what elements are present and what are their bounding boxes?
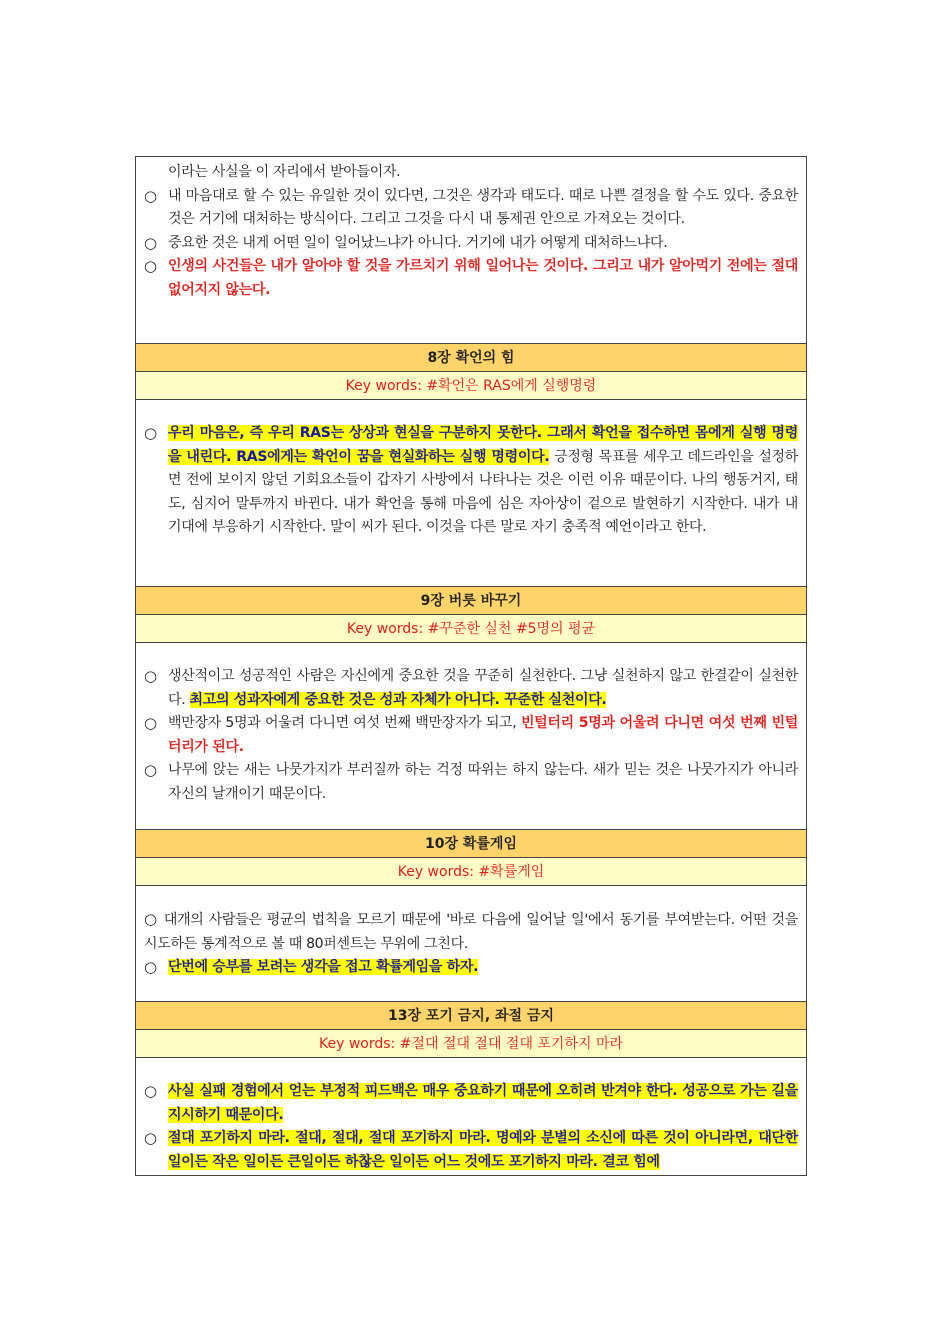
- bullet-paragraph: [144, 956, 798, 980]
- bullet-paragraph: [144, 161, 798, 185]
- chapter-10-body: [136, 908, 806, 980]
- chapter-8-section: [136, 400, 806, 587]
- paragraph-text: 생산적이고 성공적인 사람은 자신에게 중요한 것을 꾸준히 실천한다. 그냥 실천하지 않고 한결같이 실천한다.: [168, 668, 798, 708]
- chapter-10-keywords: Key words: #확률게임: [136, 858, 806, 886]
- paragraph-text: 빈털터리 5명과 어울려 다니면 여섯 번째 빈털터리가 된다.: [168, 715, 798, 755]
- bullet-circle-icon: ○: [144, 910, 158, 928]
- section-continued: [136, 157, 806, 344]
- paragraph-text: 인생의 사건들은 내가 알아야 할 것을 가르치기 위해 일어나는 것이다. 그리고 내가 알아먹기 전에는 절대 없어지지 않는다.: [168, 258, 798, 298]
- chapter-8-body: [136, 422, 806, 540]
- bullet-circle-icon: ○: [144, 186, 157, 205]
- paragraph-text: 대개의 사람들은 평균의 법칙을 모르기 때문에 '바로 다음에 일어날 일'에서 동기를 부여받는다. 어떤 것을 시도하든 통계적으로 볼 때 80퍼센트는 무위에 그친다.: [144, 912, 799, 952]
- bullet-circle-icon: ○: [144, 257, 157, 275]
- bullet-paragraph: [144, 1127, 798, 1174]
- chapter-9-body: [136, 665, 806, 806]
- chapter-13-section: [136, 1058, 806, 1174]
- section-body: [136, 157, 806, 302]
- paragraph-text: 단번에 승부를 보려는 생각을 접고 확률게임을 하자.: [168, 959, 479, 975]
- paragraph-text: 절대 포기하지 마라. 절대, 절대, 절대 포기하지 마라. 명예와 분별의 소신에 따른 것이 아니라면, 대단한 일이든 작은 일이든 큰일이든 하찮은 일이든 어느 것에도 포기하지 마라. 결코 힘에: [168, 1130, 798, 1170]
- bullet-paragraph: [144, 1080, 798, 1127]
- chapter-9-section: [136, 643, 806, 830]
- bullet-paragraph: [144, 908, 798, 956]
- paragraph-text: 긍정형 목표를 세우고 데드라인을 설정하면 전에 보이지 않던 기회요소들이 갑자기 사방에서 나타나는 것은 이런 이유 때문이다. 나의 행동거지, 태도, 심지어 말투까지 바뀐다. 내가 확언을 통해 마음에 심은 자아상이 겉으로 발현하기 시작한다. 내가 내 기대에 부응하기 시작한다. 말이 씨가 된다. 이것을 다른 말로 자기 충족적 예언이라고 한다.: [168, 448, 798, 535]
- chapter-13-keywords: Key words: #절대 절대 절대 절대 포기하지 마라: [136, 1030, 806, 1058]
- bullet-circle-icon: ○: [144, 714, 157, 732]
- chapter-9-title: 9장 버릇 바꾸기: [136, 587, 806, 615]
- bullet-circle-icon: ○: [144, 761, 157, 779]
- summary-table: [135, 156, 807, 1176]
- bullet-circle-icon: ○: [144, 424, 157, 442]
- chapter-13-body: [136, 1080, 806, 1174]
- chapter-10-title: 10장 확률게임: [136, 830, 806, 858]
- paragraph-text: 사실 실패 경험에서 얻는 부정적 피드백은 매우 중요하기 때문에 오히려 반겨야 한다. 성공으로 가는 길을 지시하기 때문이다.: [168, 1083, 798, 1123]
- bullet-circle-icon: ○: [144, 233, 157, 252]
- chapter-8-title: 8장 확언의 힘: [136, 344, 806, 372]
- paragraph-text: 우리 마음은, 즉 우리 RAS는 상상과 현실을 구분하지 못한다. 그래서 확언을 접수하면 몸에게 실행 명령을 내린다. RAS에게는 확언이 꿈을 현실화하는 실행 명령이다.: [168, 425, 798, 465]
- bullet-paragraph: [144, 185, 798, 232]
- bullet-paragraph: [144, 665, 798, 712]
- chapter-13-title: 13장 포기 금지, 좌절 금지: [136, 1002, 806, 1030]
- paragraph-text: 백만장자 5명과 어울려 다니면 여섯 번째 백만장자가 되고,: [168, 715, 521, 731]
- chapter-9-keywords: Key words: #꾸준한 실천 #5명의 평균: [136, 615, 806, 643]
- paragraph-text: 이라는 사실을 이 자리에서 받아들이자.: [168, 164, 401, 180]
- bullet-paragraph: [144, 422, 798, 540]
- bullet-circle-icon: ○: [144, 1082, 157, 1100]
- paragraph-text: 중요한 것은 내게 어떤 일이 일어났느냐가 아니다. 거기에 내가 어떻게 대처하느냐다.: [168, 234, 668, 251]
- bullet-paragraph: [144, 712, 798, 759]
- chapter-8-keywords: Key words: #확언은 RAS에게 실행명령: [136, 372, 806, 400]
- bullet-paragraph: [144, 232, 798, 256]
- bullet-paragraph: [144, 255, 798, 302]
- paragraph-text: 내 마음대로 할 수 있는 유일한 것이 있다면, 그것은 생각과 태도다. 때로 나쁜 결정을 할 수도 있다. 중요한 것은 거기에 대처하는 방식이다. 그리고 그것을 다시 내 통제권 안으로 가져오는 것이다.: [168, 187, 798, 227]
- paragraph-text: 최고의 성과자에게 중요한 것은 성과 자체가 아니다. 꾸준한 실천이다.: [189, 691, 607, 708]
- bullet-circle-icon: ○: [144, 1129, 157, 1147]
- bullet-circle-icon: ○: [144, 958, 157, 976]
- paragraph-text: 나무에 앉는 새는 나뭇가지가 부러질까 하는 걱정 따위는 하지 않는다. 새가 믿는 것은 나뭇가지가 아니라 자신의 날개이기 때문이다.: [168, 762, 798, 802]
- bullet-paragraph: [144, 759, 798, 806]
- bullet-circle-icon: ○: [144, 667, 157, 685]
- chapter-10-section: [136, 886, 806, 1002]
